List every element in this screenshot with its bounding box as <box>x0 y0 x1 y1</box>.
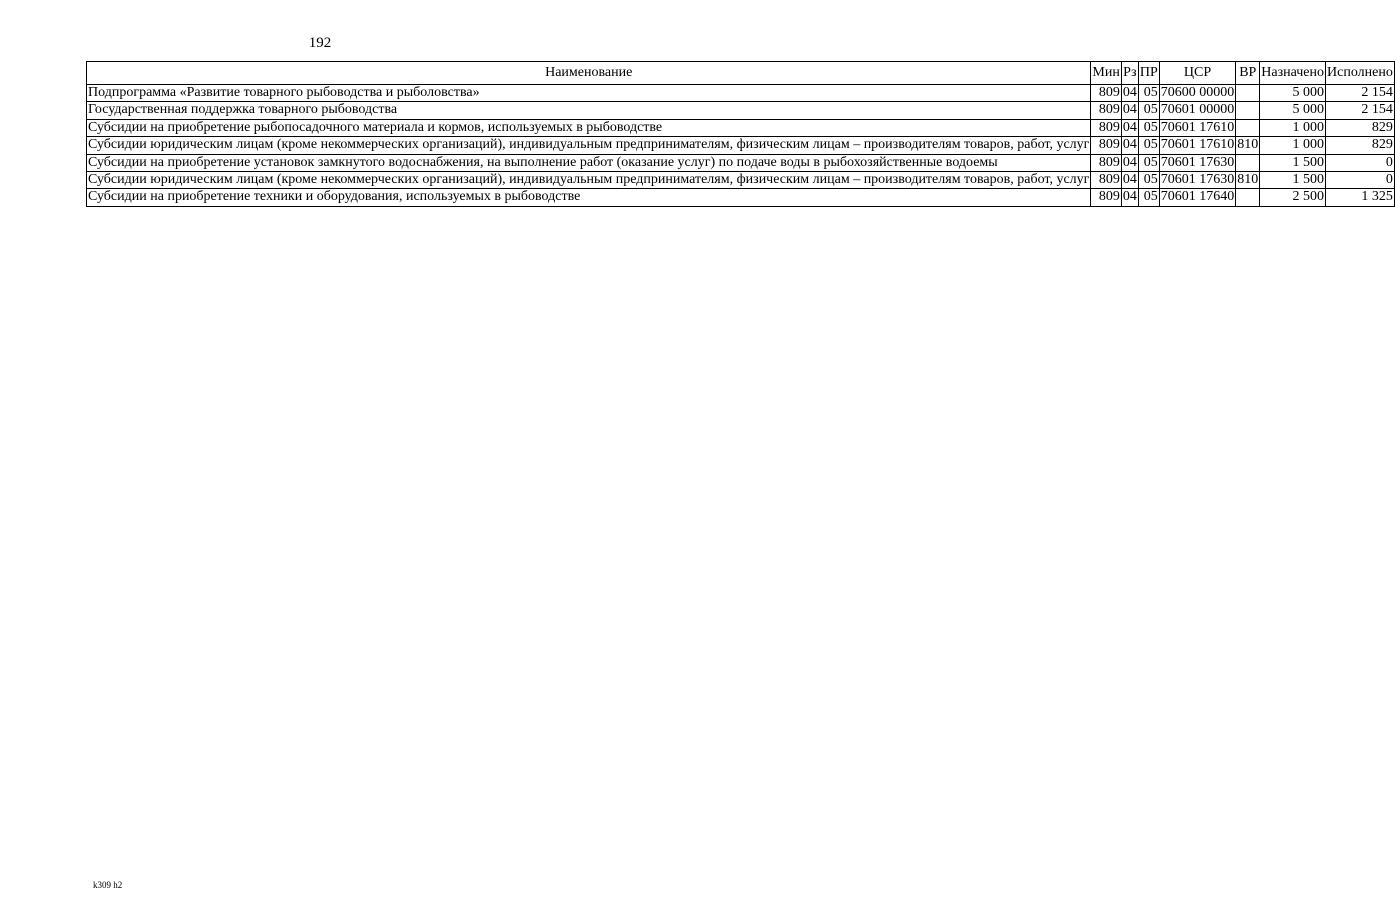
header-executed: Исполнено <box>1326 62 1395 85</box>
row-name: Субсидии на приобретение техники и оборудования, используемых в рыбоводстве <box>87 189 1091 206</box>
header-assigned: Назначено <box>1260 62 1326 85</box>
header-rz: Рз <box>1121 62 1138 85</box>
row-executed: 829 <box>1326 119 1395 136</box>
table-row <box>87 119 1395 136</box>
row-name: Субсидии на приобретение установок замкнутого водоснабжения, на выполнение работ (оказание услуг) по подаче воды в рыбохозяйственные водоемы <box>87 154 1091 171</box>
row-vr <box>1236 154 1260 171</box>
table-row <box>87 85 1395 102</box>
row-rz: 04 <box>1122 119 1137 135</box>
row-vr <box>1236 119 1260 136</box>
row-min: 809 <box>1091 172 1121 189</box>
page-number: 192 <box>308 35 332 51</box>
row-vr <box>1236 189 1260 206</box>
row-rz: 04 <box>1122 189 1137 205</box>
header-pr: ПР <box>1138 62 1159 85</box>
row-min: 809 <box>1091 189 1121 206</box>
row-executed: 0 <box>1326 172 1395 189</box>
row-rz: 04 <box>1122 102 1137 118</box>
row-pr: 05 <box>1138 102 1159 119</box>
row-rz: 04 <box>1122 172 1137 188</box>
header-vr: ВР <box>1236 62 1260 85</box>
table-header-row <box>87 62 1395 85</box>
header-csr: ЦСР <box>1159 62 1236 85</box>
row-csr: 70601 17610 <box>1160 119 1235 135</box>
row-assigned: 5 000 <box>1260 102 1326 119</box>
row-pr: 05 <box>1138 85 1159 102</box>
table-row <box>87 154 1395 171</box>
row-name: Субсидии на приобретение рыбопосадочного материала и кормов, используемых в рыбоводстве <box>87 119 1091 136</box>
row-pr: 05 <box>1138 172 1159 189</box>
row-vr: 810 <box>1237 172 1259 188</box>
row-executed: 829 <box>1326 137 1395 154</box>
row-vr <box>1236 85 1260 102</box>
row-assigned: 1 000 <box>1260 119 1326 136</box>
row-csr: 70601 00000 <box>1160 102 1235 118</box>
footer-code: k309 h2 <box>93 880 123 890</box>
row-min: 809 <box>1091 102 1121 119</box>
row-assigned: 1 500 <box>1260 172 1326 189</box>
row-csr: 70601 17640 <box>1160 189 1235 205</box>
row-pr: 05 <box>1138 189 1159 206</box>
row-name: Субсидии юридическим лицам (кроме некоммерческих организаций), индивидуальным предпринимателям, физическим лицам – производителям товаров, работ, услуг <box>88 172 1090 188</box>
row-csr: 70600 00000 <box>1160 85 1235 100</box>
row-min: 809 <box>1091 119 1121 136</box>
row-rz: 04 <box>1122 137 1137 153</box>
row-rz: 04 <box>1122 85 1137 100</box>
budget-table <box>86 61 1395 207</box>
row-csr: 70601 17630 <box>1160 172 1235 188</box>
table-row <box>87 189 1395 206</box>
row-rz: 04 <box>1122 154 1137 170</box>
row-assigned: 5 000 <box>1260 85 1326 102</box>
table-row <box>87 137 1395 154</box>
row-executed: 0 <box>1326 154 1395 171</box>
row-executed: 2 154 <box>1326 102 1395 119</box>
row-pr: 05 <box>1138 154 1159 171</box>
header-min: Мин <box>1091 62 1121 85</box>
row-name: Государственная поддержка товарного рыбоводства <box>87 102 1091 119</box>
row-pr: 05 <box>1138 119 1159 136</box>
row-csr: 70601 17610 <box>1160 137 1235 153</box>
header-name: Наименование <box>87 62 1091 85</box>
row-csr: 70601 17630 <box>1160 154 1235 170</box>
table-row <box>87 172 1395 189</box>
row-assigned: 1 500 <box>1260 154 1326 171</box>
row-executed: 2 154 <box>1326 85 1395 102</box>
row-min: 809 <box>1091 154 1121 171</box>
row-vr <box>1236 102 1260 119</box>
row-vr: 810 <box>1237 137 1259 153</box>
table-row <box>87 102 1395 119</box>
row-min: 809 <box>1091 85 1121 102</box>
row-executed: 1 325 <box>1326 189 1395 206</box>
row-name: Подпрограмма «Развитие товарного рыбоводства и рыболовства» <box>87 85 1091 102</box>
row-assigned: 2 500 <box>1260 189 1326 206</box>
row-min: 809 <box>1091 137 1121 154</box>
row-name: Субсидии юридическим лицам (кроме некоммерческих организаций), индивидуальным предпринимателям, физическим лицам – производителям товаров, работ, услуг <box>88 137 1090 153</box>
row-pr: 05 <box>1138 137 1159 154</box>
row-assigned: 1 000 <box>1260 137 1326 154</box>
